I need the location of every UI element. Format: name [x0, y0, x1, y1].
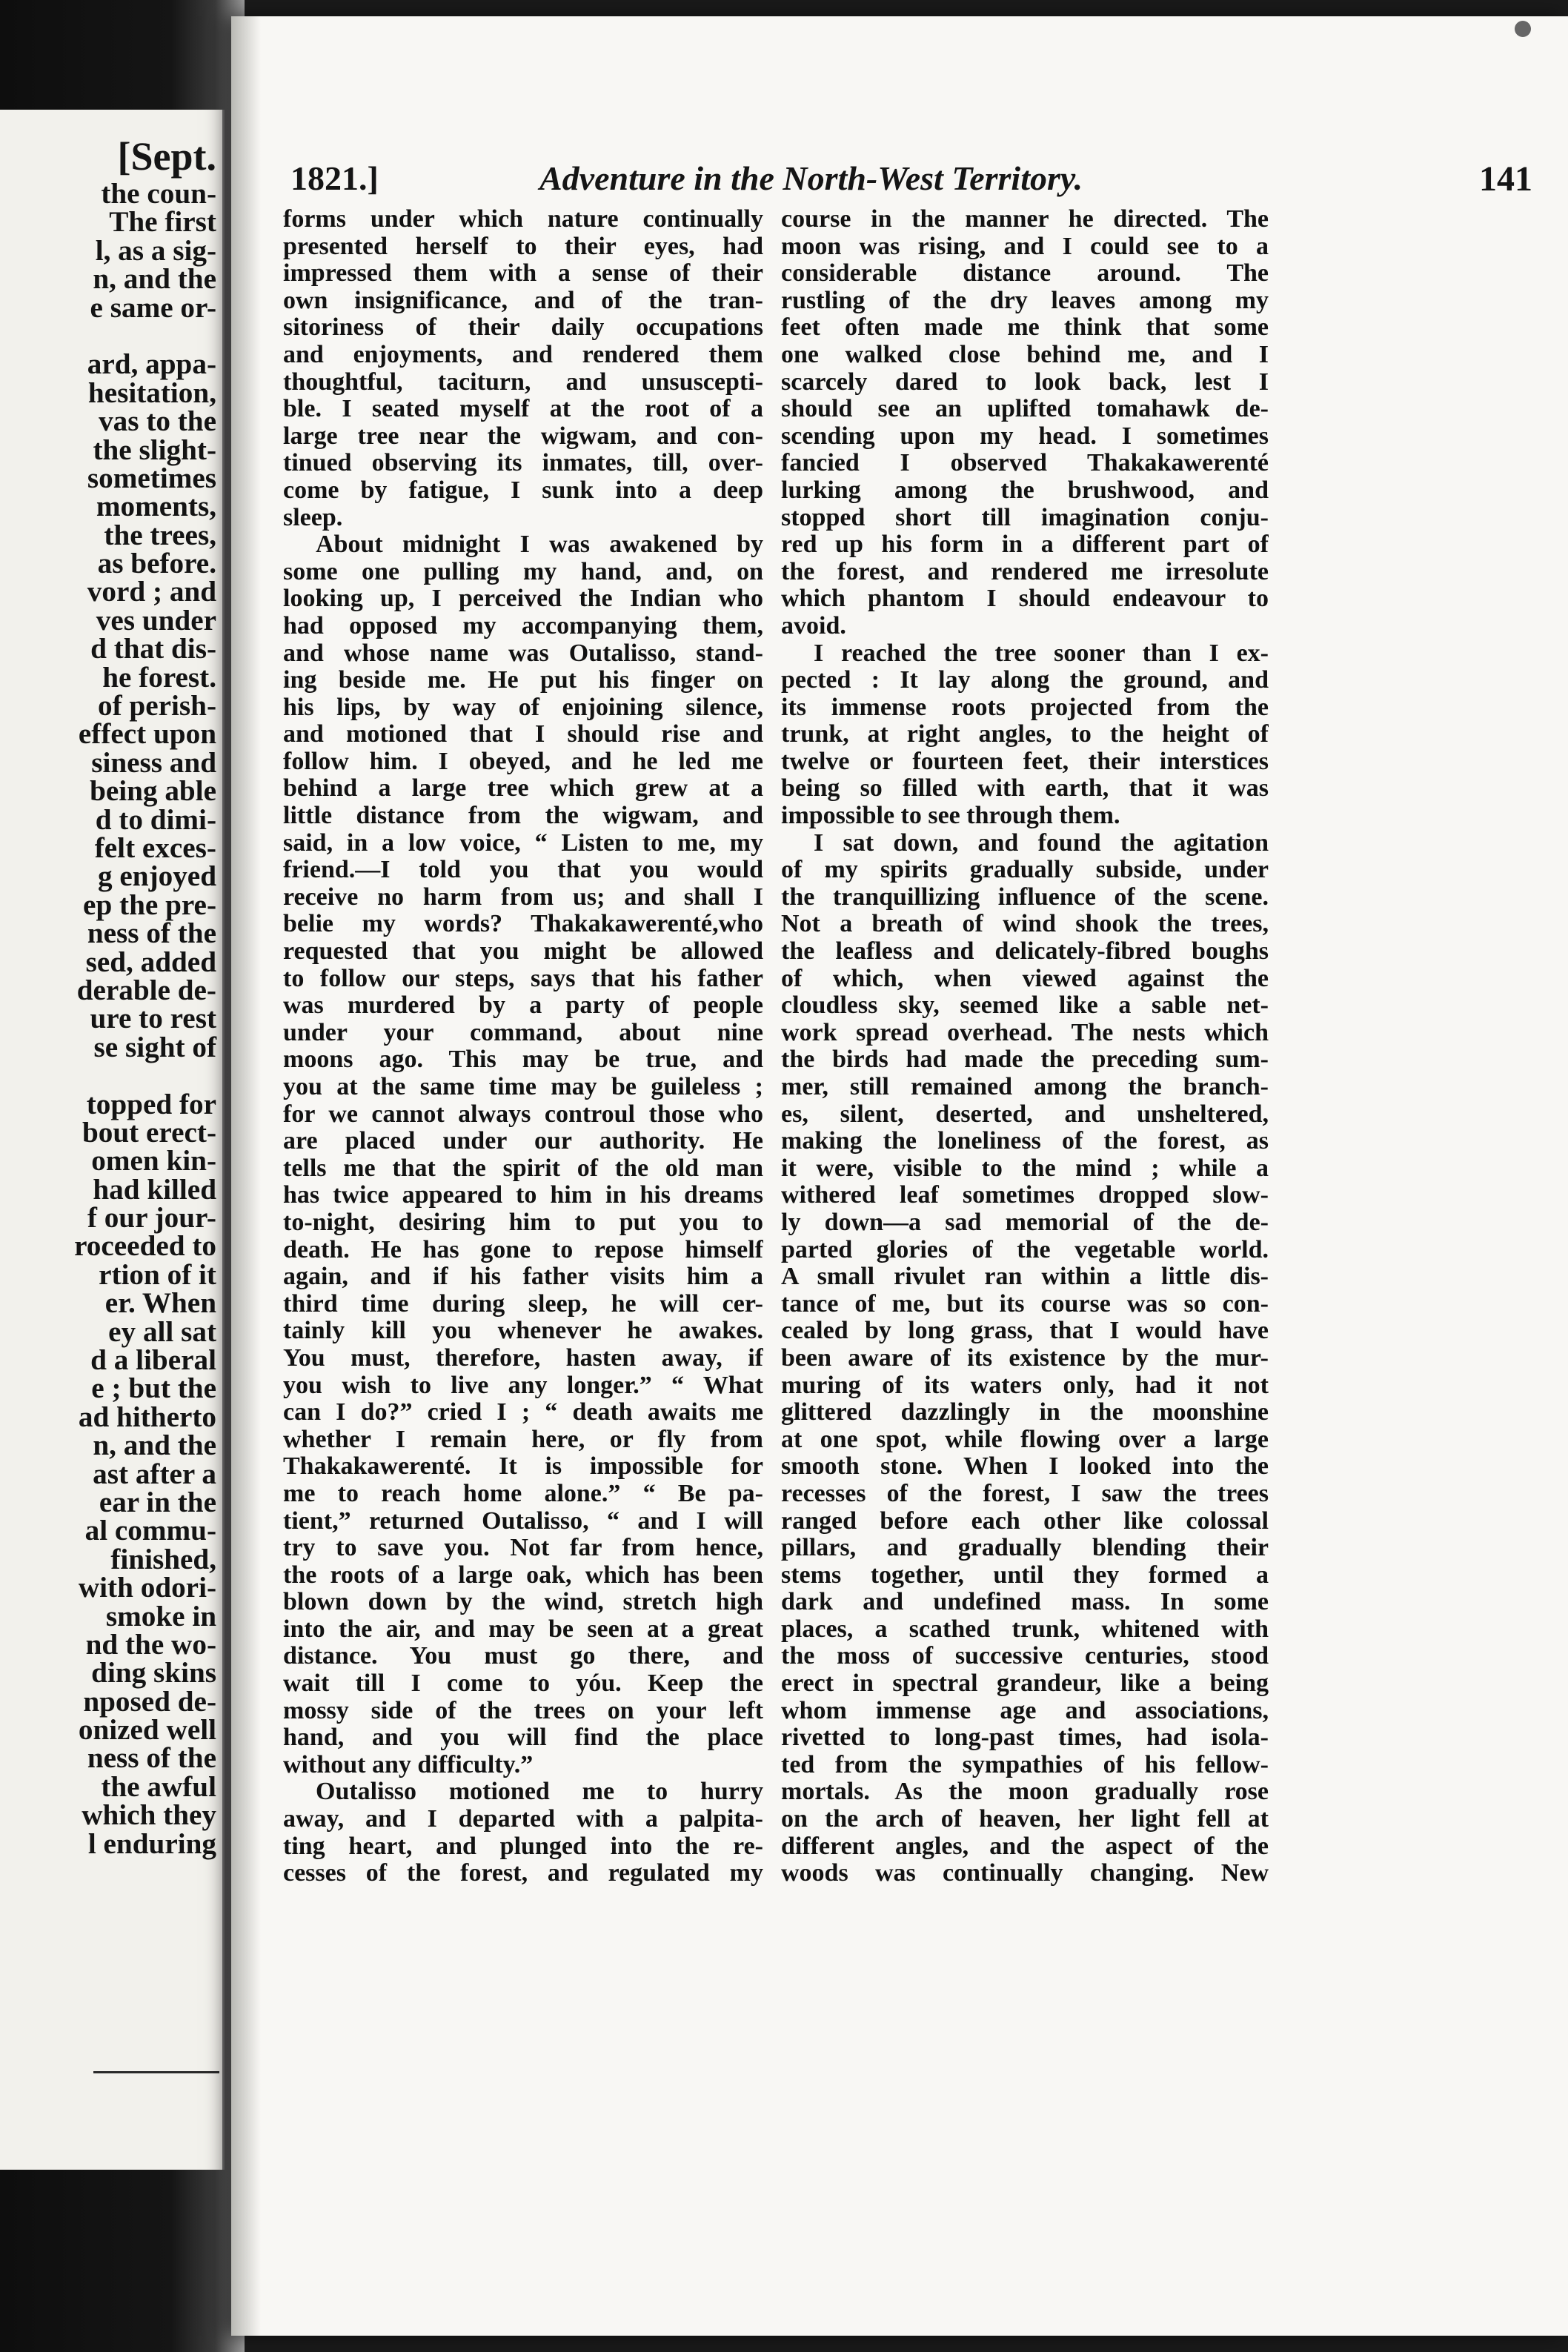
left-page-line: bout erect- — [82, 1116, 216, 1149]
text-line: stopped short till imagination conju- — [781, 504, 1269, 531]
left-page-line: smoke in — [105, 1600, 216, 1632]
text-line: blown down by the wind, stretch high — [283, 1589, 763, 1616]
text-line: You must, therefore, hasten away, if — [283, 1344, 763, 1372]
text-line: cloudless sky, seemed like a sable net- — [781, 992, 1269, 1020]
text-line: of my spirits gradually subside, under — [781, 857, 1269, 884]
text-line: work spread overhead. The nests which — [781, 1019, 1269, 1046]
text-line: the leafless and delicately-fibred boughs — [781, 938, 1269, 966]
text-line: said, in a low voice, “ Listen to me, my — [283, 829, 763, 857]
text-line: of which, when viewed against the — [781, 965, 1269, 992]
text-line: mortals. As the moon gradually rose — [781, 1778, 1269, 1806]
text-line: scarcely dared to look back, lest I — [781, 368, 1269, 396]
left-page-line: ey all sat — [108, 1315, 216, 1348]
left-page-line: se sight of — [93, 1031, 216, 1063]
text-line: recesses of the forest, I saw the trees — [781, 1480, 1269, 1507]
left-page-line: finished, — [110, 1543, 216, 1575]
text-line: you at the same time may be guileless ; — [283, 1074, 763, 1100]
gutter-shadow — [231, 16, 261, 2336]
text-line: away, and I departed with a palpita- — [283, 1806, 763, 1833]
text-line: About midnight I was awakened by — [316, 531, 763, 559]
text-line: without any difficulty.” — [283, 1751, 534, 1778]
text-line: me to reach home alone.” “ Be pa- — [283, 1480, 763, 1507]
text-line: death. He has gone to repose himself — [283, 1236, 763, 1263]
text-line: Outalisso motioned me to hurry — [316, 1778, 763, 1806]
left-page-line: omen kin- — [91, 1145, 216, 1177]
text-line: which phantom I should endeavour to — [781, 585, 1269, 613]
text-line: woods was continually changing. New — [781, 1860, 1269, 1887]
left-page-line: e same or- — [90, 291, 216, 324]
text-line: should see an uplifted tomahawk de- — [781, 396, 1269, 423]
text-line: are placed under our authority. He — [283, 1128, 763, 1155]
text-line: his lips, by way of enjoining silence, — [283, 694, 763, 721]
text-line: I sat down, and found the agitation — [814, 829, 1269, 857]
left-page-line: as before. — [97, 548, 216, 580]
text-line: to follow our steps, says that his father — [283, 965, 763, 992]
text-line: had opposed my accompanying them, — [283, 612, 763, 640]
text-line: requested that you might be allowed — [283, 938, 763, 966]
text-line: moons ago. This may be true, and — [283, 1046, 763, 1074]
text-line: the forest, and rendered me irresolute — [781, 558, 1269, 585]
left-page-line: had killed — [93, 1173, 216, 1206]
text-line: to-night, desiring him to put you to — [283, 1209, 763, 1236]
text-line: has twice appeared to him in his dreams — [283, 1182, 763, 1209]
text-line: impressed them with a sense of their — [283, 260, 763, 288]
left-page-line — [74, 1062, 216, 1090]
left-page-line: vas to the — [99, 405, 216, 438]
left-page-line: d a liberal — [90, 1344, 216, 1377]
running-head — [290, 159, 1532, 210]
left-page-line: n, and the — [93, 1429, 216, 1462]
left-page-line — [74, 322, 216, 351]
text-line: distance. You must go there, and — [283, 1643, 763, 1670]
left-page-line: onized well — [78, 1714, 216, 1747]
text-line: feet often made me think that some — [781, 314, 1269, 342]
text-line: thoughtful, taciturn, and unsuscepti- — [283, 368, 763, 396]
left-page-line: ast after a — [93, 1458, 216, 1490]
left-page-text — [74, 180, 216, 1858]
left-page-line: f our jour- — [87, 1202, 216, 1235]
left-page-line: nposed de- — [83, 1685, 216, 1718]
text-line: pillars, and gradually blending their — [781, 1535, 1269, 1562]
text-line: rustling of the dry leaves among my — [781, 287, 1269, 314]
text-line: sitoriness of their daily occupations — [283, 314, 763, 342]
text-line: own insignificance, and of the tran- — [283, 287, 763, 314]
text-line: A small rivulet ran within a little dis- — [781, 1263, 1269, 1291]
text-line: tells me that the spirit of the old man — [283, 1155, 763, 1182]
left-page-line: ness of the — [87, 1742, 216, 1775]
running-head-title: Adventure in the North-West Territory. — [539, 159, 1083, 197]
left-page-header: [Sept. — [117, 134, 216, 179]
text-line: tainly kill you whenever he awakes. — [283, 1318, 763, 1345]
text-line: sleep. — [283, 504, 343, 531]
text-line: and enjoyments, and rendered them — [283, 341, 763, 368]
text-line: course in the manner he directed. The — [781, 206, 1269, 233]
text-line: the moss of successive centuries, stood — [781, 1643, 1269, 1670]
left-page-rule — [93, 2071, 219, 2073]
text-line: at one spot, while flowing over a large — [781, 1426, 1269, 1453]
left-page-line: the coun- — [101, 178, 216, 210]
text-column-right — [781, 206, 1269, 1887]
text-line: for we cannot always controul those who — [283, 1100, 763, 1128]
text-line: trunk, at right angles, to the height of — [781, 721, 1269, 748]
left-page-line: e ; but the — [91, 1372, 216, 1405]
text-line: again, and if his father visits him a — [283, 1263, 763, 1291]
text-line: withered leaf sometimes dropped slow- — [781, 1182, 1269, 1209]
text-line: mossy side of the trees on your left — [283, 1697, 763, 1724]
text-line: third time during sleep, he will cer- — [283, 1290, 763, 1318]
text-line: one walked close behind me, and I — [781, 341, 1269, 368]
text-line: muring of its waters only, had it not — [781, 1372, 1269, 1399]
left-page-line: ear in the — [99, 1486, 216, 1518]
left-page-line: effect upon — [78, 718, 216, 751]
left-page-line: which they — [82, 1799, 216, 1832]
left-page-line: being able — [90, 775, 216, 808]
text-line: being so filled with earth, that it was — [781, 775, 1269, 803]
text-line: forms under which nature continually — [283, 206, 763, 233]
text-line: making the loneliness of the forest, as — [781, 1128, 1269, 1155]
text-line: dark and undefined mass. In some — [781, 1589, 1269, 1616]
text-line: and motioned that I should rise and — [283, 721, 763, 748]
left-page-line: the trees, — [104, 519, 216, 551]
left-page-line: ard, appa- — [87, 348, 216, 381]
running-head-year: 1821.] — [290, 159, 379, 197]
left-page-line: er. When — [104, 1287, 216, 1320]
text-line: on the arch of heaven, her light fell at — [781, 1806, 1269, 1833]
right-page — [231, 16, 1568, 2336]
text-line: ted from the sympathies of his fellow- — [781, 1751, 1269, 1778]
left-page-line: topped for — [86, 1088, 216, 1120]
left-page-line: ding skins — [91, 1657, 216, 1690]
left-page-line: he forest. — [102, 661, 216, 694]
text-line: ble. I seated myself at the root of a — [283, 396, 763, 423]
text-line: I reached the tree sooner than I ex- — [814, 640, 1269, 667]
text-line: rivetted to long-past times, had isola- — [781, 1724, 1269, 1752]
text-line: ting heart, and plunged into the re- — [283, 1833, 763, 1860]
text-line: you wish to live any longer.” “ What — [283, 1372, 763, 1399]
left-page-line: hesitation, — [87, 376, 216, 409]
text-line: belie my words? Thakakawerenté,who — [283, 911, 763, 938]
left-page-line: derable de- — [76, 974, 216, 1006]
left-page-line: rtion of it — [99, 1258, 216, 1291]
text-line: es, silent, deserted, and unsheltered, — [781, 1100, 1269, 1128]
text-line: can I do?” cried I ; “ death awaits me — [283, 1399, 763, 1426]
left-page-line: roceeded to — [74, 1230, 216, 1263]
text-line: its immense roots projected from the — [781, 694, 1269, 721]
text-line: scending upon my head. I sometimes — [781, 422, 1269, 450]
text-line: been aware of its existence by the mur- — [781, 1344, 1269, 1372]
text-line: try to save you. Not far from hence, — [283, 1535, 763, 1562]
text-line: come by fatigue, I sunk into a deep — [283, 476, 763, 504]
text-line: presented herself to their eyes, had — [283, 233, 763, 260]
left-page-line: the awful — [101, 1770, 216, 1803]
text-line: impossible to see through them. — [781, 803, 1120, 830]
text-line: different angles, and the aspect of the — [781, 1833, 1269, 1860]
text-column-left — [283, 206, 763, 1887]
left-page-line: ness of the — [87, 917, 216, 950]
text-line: cesses of the forest, and regulated my — [283, 1860, 763, 1887]
text-line: was murdered by a party of people — [283, 992, 763, 1020]
left-page-line: l enduring — [87, 1827, 216, 1860]
left-page-line: g enjoyed — [97, 860, 216, 893]
left-page-line: ves under — [96, 604, 216, 637]
left-page-line: vord ; and — [87, 576, 216, 608]
text-line: some one pulling my hand, and, on — [283, 558, 763, 585]
left-page-line: l, as a sig- — [95, 234, 216, 267]
text-line: tinued observing its inmates, till, over- — [283, 450, 763, 477]
page-number: 141 — [1479, 159, 1532, 199]
text-line: avoid. — [781, 612, 846, 640]
text-line: red up his form in a different part of — [781, 531, 1269, 559]
left-page-line: d that dis- — [90, 633, 216, 665]
text-line: looking up, I perceived the Indian who — [283, 585, 763, 613]
left-page-line: ure to rest — [90, 1003, 216, 1035]
text-line: the roots of a large oak, which has been — [283, 1561, 763, 1589]
text-line: mer, still remained among the branch- — [781, 1074, 1269, 1100]
text-line: smooth stone. When I looked into the — [781, 1453, 1269, 1481]
text-line: erect in spectral grandeur, like a being — [781, 1670, 1269, 1698]
text-line: large tree near the wigwam, and con- — [283, 422, 763, 450]
left-page-line: sed, added — [85, 946, 216, 978]
text-line: behind a large tree which grew at a — [283, 775, 763, 803]
text-line: stems together, until they formed a — [781, 1561, 1269, 1589]
text-line: the birds had made the preceding sum- — [781, 1046, 1269, 1074]
left-page-line: al commu- — [84, 1515, 216, 1547]
text-line: it were, visible to the mind ; while a — [781, 1155, 1269, 1182]
text-line: tient,” returned Outalisso, “ and I will — [283, 1507, 763, 1535]
left-page-fragment — [0, 110, 225, 2170]
text-line: ly down—a sad memorial of the de- — [781, 1209, 1269, 1236]
text-line: whether I remain here, or fly from — [283, 1426, 763, 1453]
text-line: into the air, and may be seen at a great — [283, 1615, 763, 1643]
text-line: cealed by long grass, that I would have — [781, 1318, 1269, 1345]
text-line: lurking among the brushwood, and — [781, 476, 1269, 504]
text-line: friend.—I told you that you would — [283, 857, 763, 884]
left-page-line: moments, — [96, 491, 216, 523]
left-page-line: The first — [109, 206, 216, 239]
left-page-line: of perish- — [97, 690, 216, 722]
text-line: pected : It lay along the ground, and — [781, 667, 1269, 694]
text-line: tance of me, but its course was so con- — [781, 1290, 1269, 1318]
left-page-line: d to dimi- — [95, 803, 216, 836]
text-line: follow him. I obeyed, and he led me — [283, 748, 763, 775]
text-line: glittered dazzlingly in the moonshine — [781, 1399, 1269, 1426]
left-page-line: nd the wo- — [85, 1628, 216, 1661]
text-line: twelve or fourteen feet, their interstices — [781, 748, 1269, 775]
left-page-line: the slight- — [93, 433, 216, 466]
left-page-line: sometimes — [87, 462, 216, 494]
text-line: ranged before each other like colossal — [781, 1507, 1269, 1535]
paper-speck — [1515, 21, 1531, 37]
text-line: wait till I come to yóu. Keep the — [283, 1670, 763, 1698]
left-page-line: n, and the — [93, 263, 216, 296]
text-line: under your command, about nine — [283, 1019, 763, 1046]
left-page-line: felt exces- — [94, 831, 216, 864]
text-line: whom immense age and associations, — [781, 1697, 1269, 1724]
text-line: Not a breath of wind shook the trees, — [781, 911, 1269, 938]
left-page-line: ep the pre- — [83, 888, 216, 921]
text-line: hand, and you will find the place — [283, 1724, 763, 1752]
text-line: Thakakawerenté. It is impossible for — [283, 1453, 763, 1481]
text-line: moon was rising, and I could see to a — [781, 233, 1269, 260]
text-line: ing beside me. He put his finger on — [283, 667, 763, 694]
text-line: and whose name was Outalisso, stand- — [283, 640, 763, 667]
text-line: receive no harm from us; and shall I — [283, 883, 763, 911]
text-line: parted glories of the vegetable world. — [781, 1236, 1269, 1263]
text-line: fancied I observed Thakakawerenté — [781, 450, 1269, 477]
text-line: considerable distance around. The — [781, 260, 1269, 288]
text-line: the tranquillizing influence of the scene. — [781, 883, 1269, 911]
left-page-line: siness and — [91, 746, 216, 779]
text-line: little distance from the wigwam, and — [283, 803, 763, 830]
text-line: places, a scathed trunk, whitened with — [781, 1615, 1269, 1643]
left-page-line: with odori- — [78, 1572, 216, 1604]
left-page-line: ad hitherto — [78, 1401, 216, 1433]
